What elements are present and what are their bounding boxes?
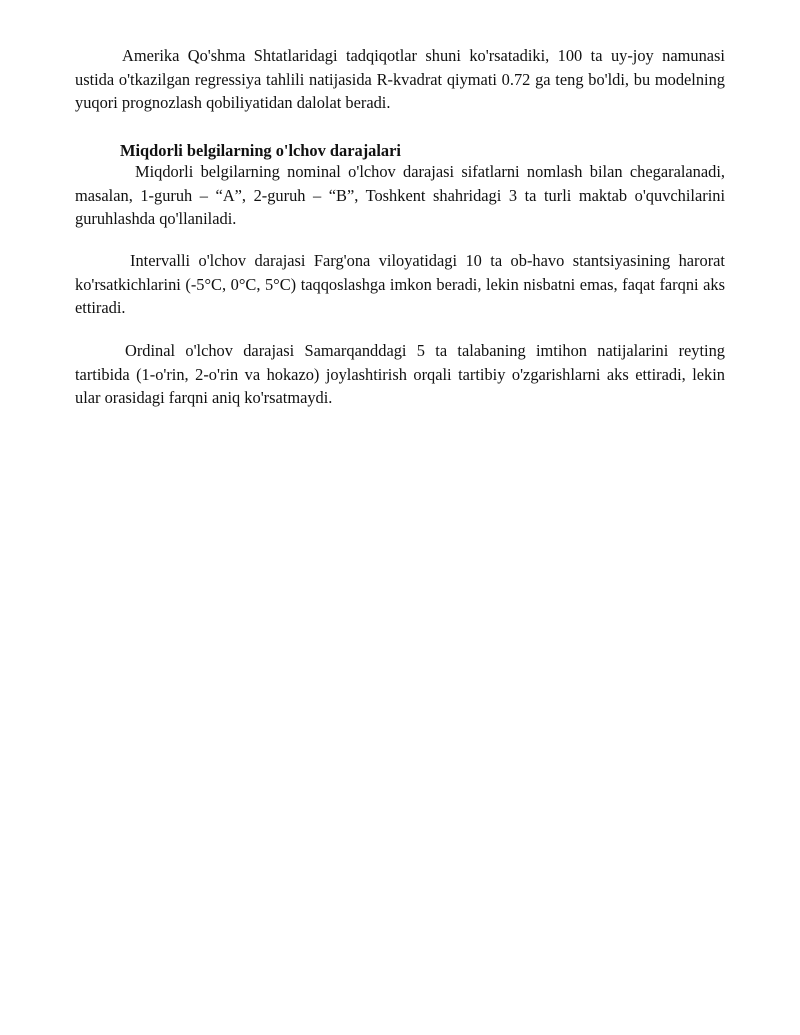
- paragraph-interval: Intervalli o'lchov darajasi Farg'ona viloyatidagi 10 ta ob-havo stantsiyasining harorat ko'rsatkichlarini (-5°C, 0°C, 5°C) taqqoslashga imkon beradi, lekin nisbatni emas, faqat farqni aks ettiradi.: [75, 251, 725, 317]
- paragraph-nominal: Miqdorli belgilarning nominal o'lchov darajasi sifatlarni nomlash bilan chegaralanadi, masalan, 1-guruh – “A”, 2-guruh – “B”, Toshkent shahridagi 3 ta turli maktab o'quvchilarini guruhlashda qo'llaniladi.: [75, 162, 725, 228]
- section-heading: Miqdorli belgilarning o'lchov darajalari: [120, 141, 401, 160]
- paragraph-regression: Amerika Qo'shma Shtatlaridagi tadqiqotlar shuni ko'rsatadiki, 100 ta uy-joy namunasi ustida o'tkazilgan regressiya tahlili natijasida R-kvadrat qiymati 0.72 ga teng bo'ldi, bu modelning yuqori prognozlash qobiliyatidan dalolat beradi.: [75, 46, 725, 112]
- paragraph-ordinal: Ordinal o'lchov darajasi Samarqanddagi 5 ta talabaning imtihon natijalarini reyting tartibida (1-o'rin, 2-o'rin va hokazo) joylashtirish orqali tartibiy o'zgarishlarni aks ettiradi, lekin ular orasidagi farqni aniq ko'rsatmaydi.: [75, 341, 725, 407]
